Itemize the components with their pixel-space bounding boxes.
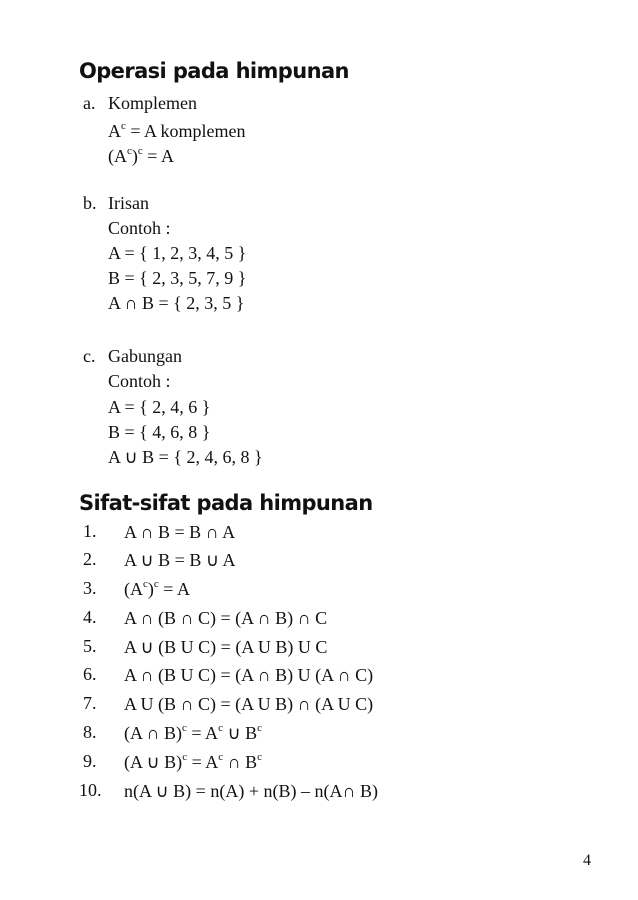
s3-sup1: c [143,578,148,590]
s9-p1: (A ∪ B) [124,752,183,772]
s8-p3: ∪ B [222,723,258,743]
s8-sup1: c [182,722,187,734]
gabungan-result: A ∪ B = { 2, 4, 6, 8 } [108,447,263,467]
item-b-marker: b. [83,193,97,213]
page-number: 4 [583,852,591,869]
sifat-text-7: A U (B ∩ C) = (A U B) ∩ (A U C) [124,694,374,714]
sifat-text-3 [124,578,190,603]
irisan-result: A ∩ B = { 2, 3, 5 } [108,293,245,313]
sifat-text-5: A ∪ (B U C) = (A U B) U C [124,637,328,657]
sifat-num-6: 6. [83,664,97,684]
complement-base: A [108,121,121,141]
s8-sup3: c [257,722,263,734]
sifat-num-3: 3. [83,578,97,598]
sifat-num-9: 9. [83,751,97,771]
sifat-num-7: 7. [83,693,97,713]
sifat-text-2: A ∪ B = B ∪ A [124,550,236,570]
sifat-num-5: 5. [83,636,97,656]
s8-sup2: c [218,722,223,734]
dc-rest: = A [142,146,174,166]
complement-definition [108,120,246,145]
dc-p1: (A [108,146,127,166]
s8-p1: (A ∩ B) [124,723,182,743]
irisan-set-a: A = { 1, 2, 3, 4, 5 } [108,243,247,263]
gabungan-contoh: Contoh : [108,371,171,391]
s9-p2: = A [187,752,219,772]
heading-operasi: Operasi pada himpunan [79,59,349,83]
sifat-text-6: A ∩ (B U C) = (A ∩ B) U (A ∩ C) [124,665,374,685]
item-c-marker: c. [83,346,96,366]
sifat-text-10: n(A ∪ B) = n(A) + n(B) – n(A∩ B) [124,781,378,801]
sifat-text-1: A ∩ B = B ∩ A [124,522,236,542]
gabungan-set-b: B = { 4, 6, 8 } [108,422,211,442]
dc-sup1: c [127,145,132,157]
sifat-text-8 [124,722,262,747]
item-b-title: Irisan [108,193,149,213]
s8-p2: = A [186,723,219,743]
complement-rest: = A komplemen [125,121,246,141]
complement-sup: c [121,120,126,132]
s3-p1: (A [124,579,143,599]
dc-sup2: c [137,145,143,157]
sifat-num-8: 8. [83,722,97,742]
sifat-num-2: 2. [83,549,97,569]
s9-sup3: c [257,751,263,763]
s3-rest: = A [158,579,190,599]
sifat-num-1: 1. [83,521,97,541]
sifat-text-4: A ∩ (B ∩ C) = (A ∩ B) ∩ C [124,608,328,628]
gabungan-set-a: A = { 2, 4, 6 } [108,397,211,417]
s3-sup2: c [153,578,159,590]
s9-sup2: c [218,751,224,763]
dc-p2: ) [131,146,138,166]
item-a-marker: a. [83,93,96,113]
s9-p3: ∩ B [223,752,258,772]
double-complement [108,145,174,170]
irisan-set-b: B = { 2, 3, 5, 7, 9 } [108,268,247,288]
sifat-num-10: 10. [79,780,102,800]
s3-p2: ) [147,579,154,599]
irisan-contoh: Contoh : [108,218,171,238]
sifat-num-4: 4. [83,607,97,627]
s9-sup1: c [182,751,188,763]
sifat-text-9 [124,751,262,776]
item-a-title: Komplemen [108,93,197,113]
heading-sifat: Sifat-sifat pada himpunan [79,491,373,515]
item-c-title: Gabungan [108,346,182,366]
